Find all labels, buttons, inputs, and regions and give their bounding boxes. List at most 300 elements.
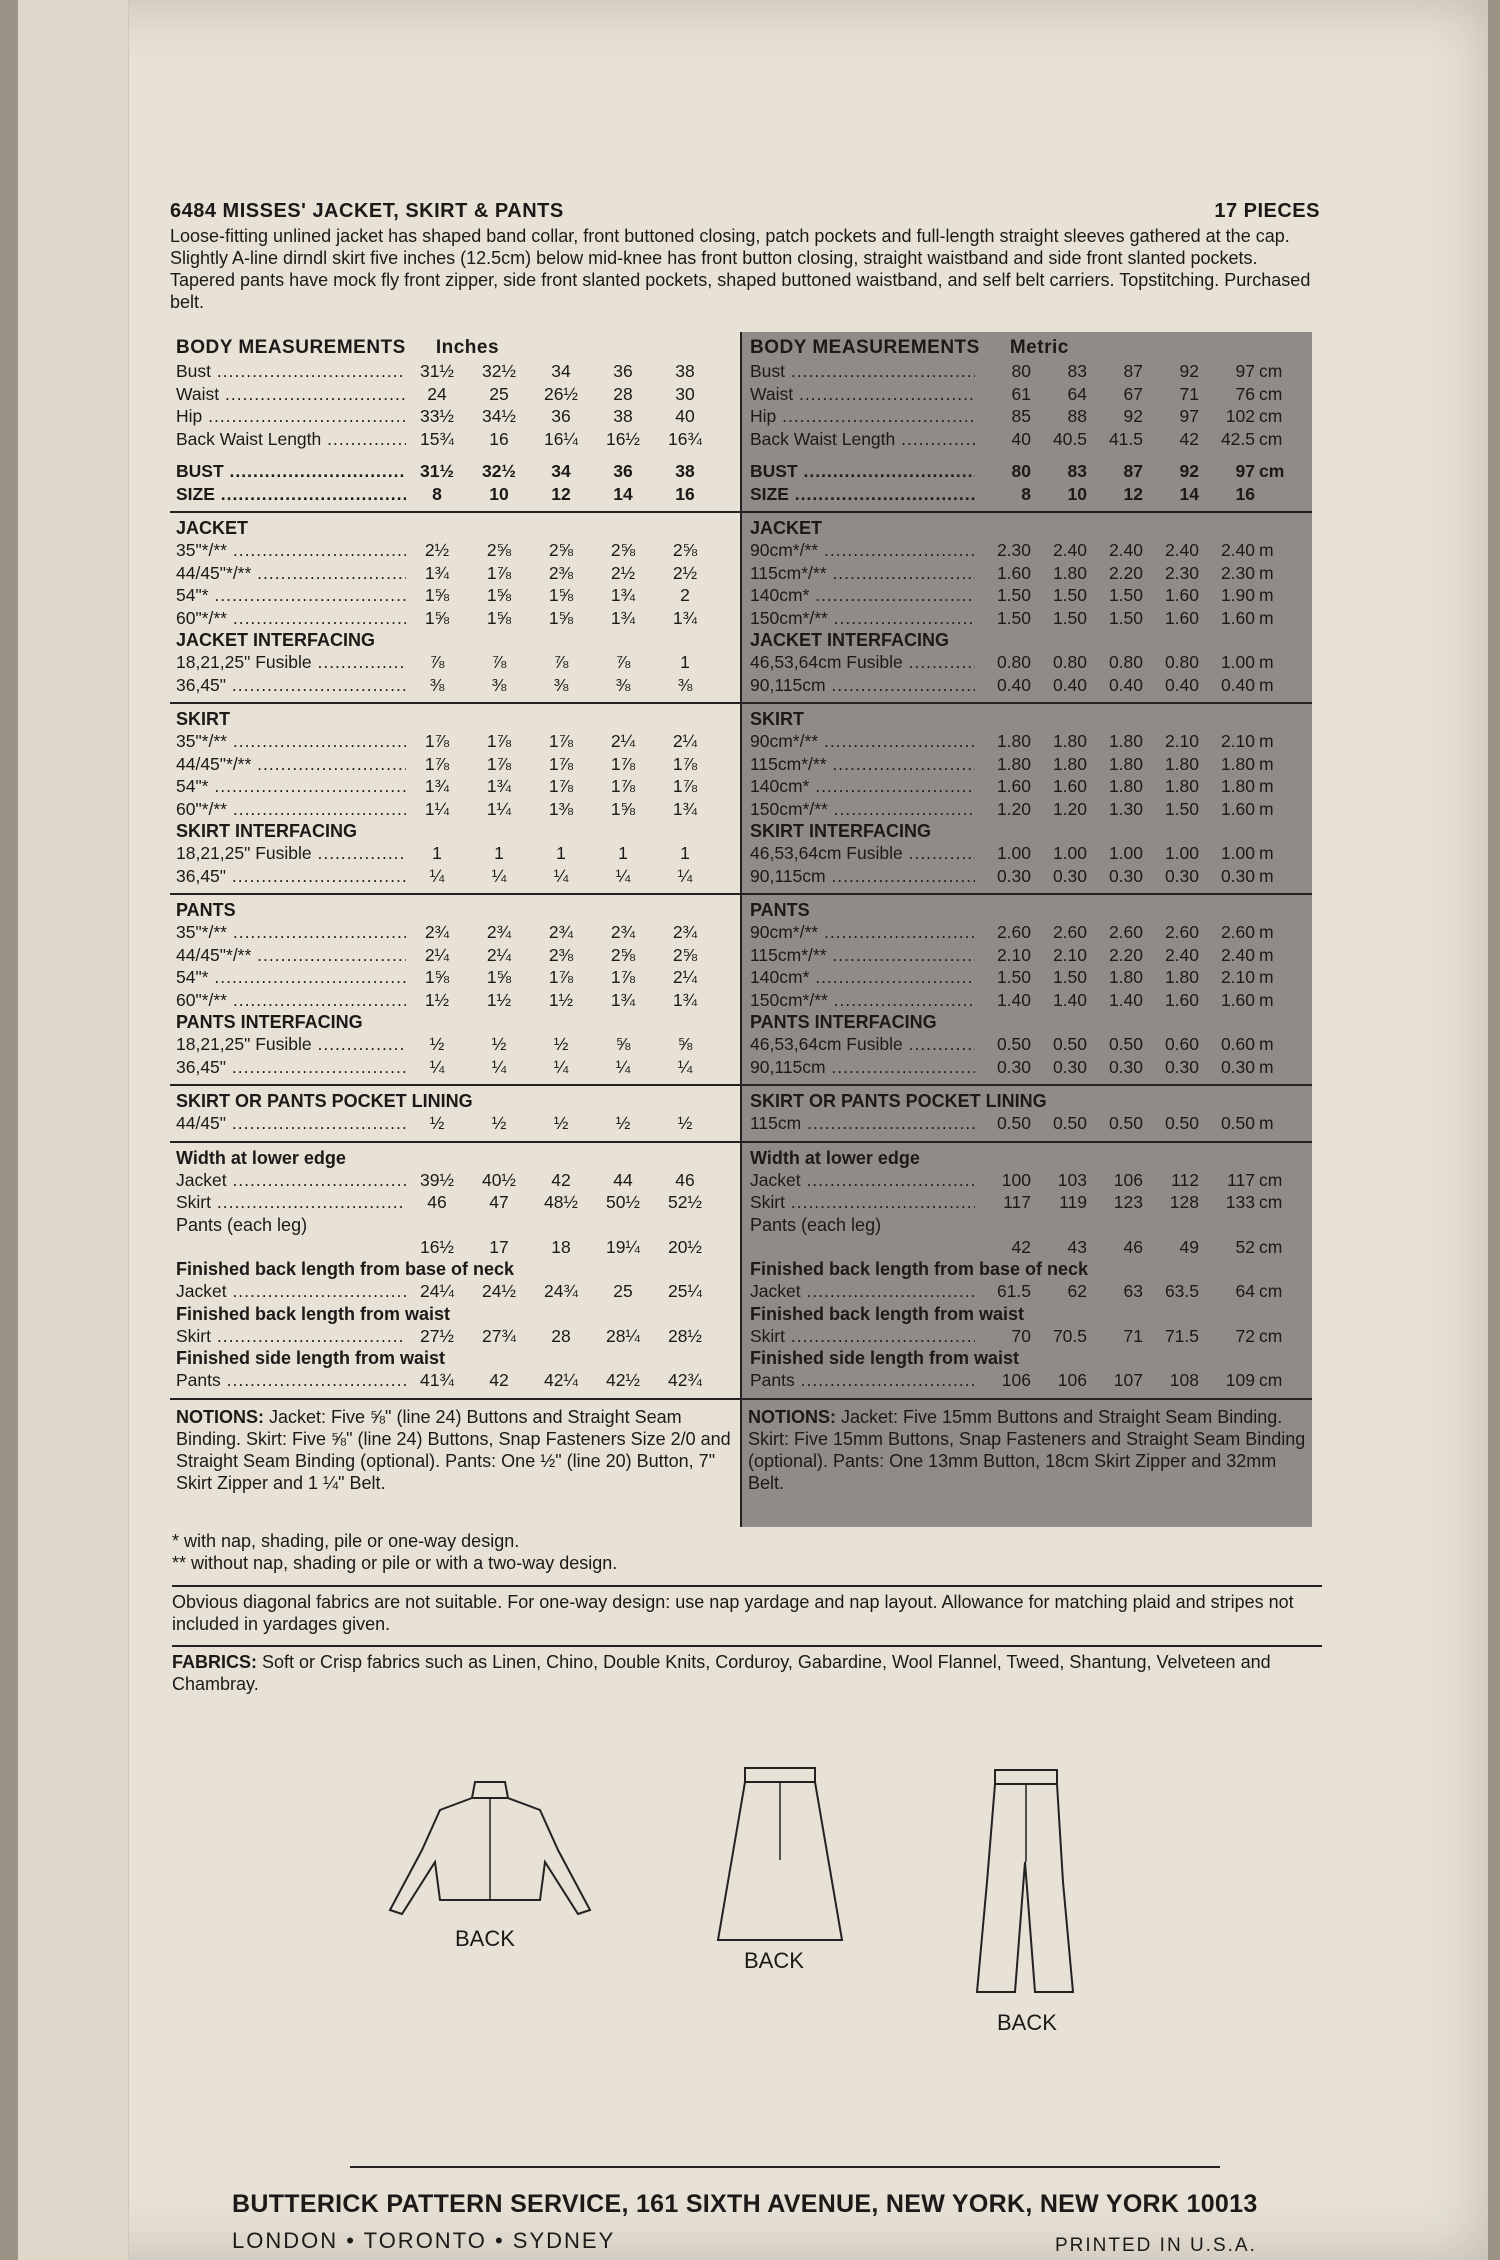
- cell-value: 32½: [481, 461, 517, 481]
- cell-value: 8: [1021, 483, 1031, 504]
- table-row: [176, 383, 734, 406]
- cell-value: 2½: [610, 562, 636, 583]
- cell-value: 0.30: [1052, 1056, 1087, 1077]
- cell-value: ¼: [677, 865, 693, 886]
- table-row: [176, 798, 734, 821]
- cell-value: 49: [1179, 1236, 1199, 1257]
- cell-value: 1⅜: [548, 798, 574, 819]
- cell-value: 1¾: [672, 989, 698, 1010]
- row-label: 60"*/** .....: [176, 798, 406, 821]
- cell-value: 50½: [605, 1192, 641, 1212]
- unit-label: cm: [1259, 383, 1283, 404]
- jacket-back-label: BACK: [455, 1926, 515, 1951]
- cell-value: 0.60: [1220, 1034, 1255, 1054]
- cell-value: 2⅝: [672, 944, 698, 965]
- cell-value: 1⅞: [610, 967, 636, 987]
- row-label: 140cm* .....: [750, 584, 975, 607]
- cell-value: 1.60: [1164, 989, 1199, 1010]
- cell-value: 1.80: [996, 753, 1031, 774]
- cell-value: 0.50: [996, 1034, 1031, 1054]
- cell-value: 1.90: [1220, 585, 1255, 605]
- table-row: [176, 360, 734, 383]
- cell-value: 106: [1001, 1370, 1031, 1390]
- cell-value: 1.50: [1108, 585, 1143, 605]
- cell-value: 1⅞: [486, 562, 512, 583]
- row-label: SIZE .....: [176, 483, 406, 506]
- cell-value: 0.80: [1164, 652, 1199, 672]
- cell-value: ⅜: [677, 674, 693, 695]
- cell-value: 33½: [419, 406, 455, 426]
- cell-value: 1¾: [486, 776, 512, 796]
- cell-value: 1.80: [1220, 776, 1255, 796]
- row-label: 90,115cm .....: [750, 674, 975, 697]
- cell-value: 1: [556, 843, 566, 863]
- row-label: Hip .....: [176, 405, 406, 428]
- row-label: 36,45" .....: [176, 674, 406, 697]
- cell-value: 1.80: [1052, 753, 1087, 774]
- jacket-title: JACKET: [176, 518, 249, 538]
- footnotes: [172, 1530, 1322, 1574]
- cell-value: 85: [1011, 406, 1031, 426]
- row-label: 46,53,64cm Fusible .....: [750, 1033, 975, 1056]
- cell-value: 8: [432, 483, 442, 504]
- cell-value: 123: [1113, 1192, 1143, 1212]
- table-row: [176, 539, 734, 562]
- cell-value: 42¾: [667, 1370, 703, 1390]
- cell-value: 31½: [419, 461, 455, 481]
- cell-value: 1.40: [1108, 989, 1143, 1010]
- table-row: [750, 428, 1306, 451]
- cell-value: 1: [680, 652, 690, 672]
- cell-value: 52½: [667, 1192, 703, 1212]
- cell-value: 1.60: [1052, 776, 1087, 796]
- row-label: 46,53,64cm Fusible .....: [750, 842, 975, 865]
- cell-value: 128: [1169, 1192, 1199, 1212]
- cell-value: 30: [675, 383, 695, 404]
- row-label: Back Waist Length .....: [176, 428, 406, 451]
- cell-value: 0.30: [1220, 1056, 1255, 1077]
- jacket-yardage-section: [742, 513, 1312, 704]
- cell-value: 1¾: [610, 607, 636, 628]
- inches-table: [170, 332, 740, 1527]
- cell-value: 0.50: [1164, 1113, 1199, 1133]
- cell-value: 1.50: [996, 967, 1031, 987]
- unit-label: cm: [1259, 1236, 1283, 1257]
- cell-value: 0.30: [1164, 865, 1199, 886]
- table-row: [750, 562, 1306, 585]
- cell-value: 97: [1179, 406, 1199, 426]
- cell-value: 100: [1001, 1169, 1031, 1190]
- cell-value: 2.60: [1052, 922, 1087, 942]
- table-row: [750, 775, 1306, 798]
- table-row: [176, 674, 734, 697]
- fabrics-text: Soft or Crisp fabrics such as Linen, Chino, Double Knits, Corduroy, Gabardine, Wool Flannel, Tweed, Shantung, Velveteen and Chambray.: [172, 1652, 1271, 1694]
- cell-value: 2¾: [672, 922, 698, 942]
- unit-label: cm: [1259, 1169, 1283, 1190]
- cell-value: 0.60: [1164, 1034, 1199, 1054]
- table-row: [750, 539, 1306, 562]
- cell-value: 16: [675, 483, 695, 504]
- row-label: Jacket .....: [176, 1280, 406, 1303]
- row-label: 150cm*/** .....: [750, 798, 975, 821]
- cell-value: 2.40: [1108, 540, 1143, 560]
- cell-value: 2.30: [1220, 562, 1255, 583]
- table-row: [176, 944, 734, 967]
- row-label: 115cm*/** .....: [750, 944, 975, 967]
- cell-value: 2⅝: [486, 540, 512, 560]
- cell-value: 1.30: [1108, 798, 1143, 819]
- cell-value: 16: [489, 428, 509, 449]
- cell-value: 1.00: [1108, 843, 1143, 863]
- cell-value: 61: [1011, 383, 1031, 404]
- section-heading: [176, 336, 734, 360]
- cell-value: 16½: [419, 1236, 455, 1257]
- table-row: [176, 1169, 734, 1192]
- cell-value: 42: [1179, 428, 1199, 449]
- heading-text: BODY MEASUREMENTS: [176, 337, 406, 358]
- row-label: BUST .....: [750, 460, 975, 483]
- cell-value: 1.50: [996, 607, 1031, 628]
- unit-label: m: [1259, 1113, 1274, 1133]
- table-row: [750, 1191, 1306, 1214]
- cell-value: 17: [489, 1236, 509, 1257]
- cell-value: 25: [489, 383, 509, 404]
- row-label: 115cm .....: [750, 1112, 975, 1135]
- cell-value: 72: [1235, 1325, 1255, 1346]
- cell-value: 1¾: [610, 585, 636, 605]
- table-row: [750, 730, 1306, 753]
- cell-value: 2¼: [424, 944, 450, 965]
- cell-value: 2.20: [1108, 944, 1143, 965]
- cell-value: 40: [1011, 428, 1031, 449]
- cell-value: 46: [427, 1192, 447, 1212]
- row-label: 36,45" .....: [176, 865, 406, 888]
- notions-label: NOTIONS:: [176, 1406, 264, 1427]
- pocket-lining-title: SKIRT OR PANTS POCKET LINING: [750, 1091, 1047, 1111]
- unit-label: cm: [1259, 406, 1283, 426]
- cell-value: 1⅝: [424, 967, 450, 987]
- cell-value: ½: [491, 1034, 507, 1054]
- cell-value: 1⅞: [672, 776, 698, 796]
- cell-value: 71.5: [1164, 1325, 1199, 1346]
- heading-text: BODY MEASUREMENTS: [750, 337, 980, 358]
- fabrics-label: FABRICS:: [172, 1652, 257, 1672]
- cell-value: 0.50: [1052, 1113, 1087, 1133]
- table-row: [750, 1112, 1306, 1135]
- unit-label: m: [1259, 989, 1274, 1010]
- cell-value: 103: [1057, 1169, 1087, 1190]
- table-row: [176, 584, 734, 607]
- cell-value: 0.40: [1220, 674, 1255, 695]
- side_waist-title: Finished side length from waist: [750, 1348, 1020, 1368]
- cell-value: 1⅝: [486, 607, 512, 628]
- unit-label: m: [1259, 776, 1274, 796]
- cell-value: 1.80: [996, 731, 1031, 751]
- cell-value: 64: [1235, 1281, 1255, 1301]
- row-label: 150cm*/** .....: [750, 989, 975, 1012]
- cell-value: 87: [1123, 361, 1143, 381]
- row-label: Bust .....: [750, 360, 975, 383]
- spacer: [176, 450, 734, 460]
- cell-value: 67: [1123, 383, 1143, 404]
- jacket-interfacing-title: JACKET INTERFACING: [176, 630, 376, 650]
- row-label: 44/45"*/** .....: [176, 562, 406, 585]
- row-label: Back Waist Length .....: [750, 428, 975, 451]
- cell-value: 0.80: [996, 652, 1031, 672]
- cell-value: 42½: [605, 1370, 641, 1390]
- cell-value: 32½: [481, 361, 517, 381]
- jacket-title: JACKET: [750, 518, 823, 538]
- row-label: 44/45" .....: [176, 1112, 406, 1135]
- cell-value: 2¼: [486, 944, 512, 965]
- table-row: [176, 1325, 734, 1348]
- unit-label: m: [1259, 674, 1274, 695]
- body-measurements-section: [742, 332, 1312, 513]
- unit-label: cm: [1259, 428, 1283, 449]
- cell-value: 15¾: [419, 428, 455, 449]
- pattern-description: Loose-fitting unlined jacket has shaped band collar, front buttoned closing, patch pockets and full-length straight sleeves gathered at the cap. Slightly A-line dirndl skirt five inches (12.5cm) below mid-knee has front button closing, straight waistband and side front slanted pockets. Tapered pants have mock fly front zipper, side front slanted pockets, shaped buttoned waistband, and self belt carriers. Topstitching. Purchased belt.: [170, 226, 1311, 312]
- cell-value: 97: [1235, 461, 1255, 481]
- table-row: [750, 483, 1306, 506]
- cell-value: 1⅞: [548, 731, 574, 751]
- pants-yardage-section: [170, 895, 740, 1086]
- cell-value: 112: [1171, 1169, 1199, 1190]
- jacket-yardage-section: [170, 513, 740, 704]
- cell-value: 1¼: [424, 798, 450, 819]
- table-row: [176, 989, 734, 1012]
- cell-value: 1⅞: [548, 967, 574, 987]
- skirt-yardage-section: [742, 704, 1312, 895]
- cell-value: 24¾: [543, 1281, 579, 1301]
- pocket-lining-title: SKIRT OR PANTS POCKET LINING: [176, 1091, 473, 1111]
- table-row: [750, 405, 1306, 428]
- cell-value: 1⅞: [610, 776, 636, 796]
- cell-value: 26½: [543, 383, 579, 404]
- cell-value: 48½: [543, 1192, 579, 1212]
- cell-value: 1.50: [1164, 798, 1199, 819]
- cell-value: 41.5: [1108, 428, 1143, 449]
- cell-value: 1.60: [996, 562, 1031, 583]
- table-row: [176, 483, 734, 506]
- cell-value: 64: [1067, 383, 1087, 404]
- row-label: 90cm*/** .....: [750, 921, 975, 944]
- cell-value: 0.50: [1052, 1034, 1087, 1054]
- cell-value: 1.00: [1052, 843, 1087, 863]
- back_neck-title: Finished back length from base of neck: [750, 1259, 1089, 1279]
- cell-value: 1.60: [996, 776, 1031, 796]
- row-label: 90,115cm .....: [750, 1056, 975, 1079]
- cell-value: 1½: [424, 989, 450, 1010]
- cell-value: 42.5: [1220, 428, 1255, 449]
- cell-value: 47: [489, 1192, 509, 1212]
- envelope-flap: [18, 0, 129, 2260]
- unit-label: m: [1259, 865, 1274, 886]
- row-label: 90,115cm .....: [750, 865, 975, 888]
- cell-value: 2.10: [1052, 944, 1087, 965]
- cell-value: 1.80: [1052, 562, 1087, 583]
- table-row: [176, 1369, 734, 1392]
- row-label: Skirt .....: [176, 1191, 406, 1214]
- cell-value: 0.30: [996, 865, 1031, 886]
- cell-value: 31½: [419, 361, 455, 381]
- cell-value: ¼: [677, 1056, 693, 1077]
- cell-value: ¼: [491, 865, 507, 886]
- cell-value: 14: [613, 483, 633, 504]
- row-label: Skirt .....: [176, 1325, 406, 1348]
- cell-value: 27½: [419, 1325, 455, 1346]
- cell-value: 1⅞: [610, 753, 636, 774]
- row-label: 54"* .....: [176, 966, 406, 989]
- cell-value: ½: [553, 1113, 569, 1133]
- pants-title: PANTS: [176, 900, 236, 920]
- row-label: 140cm* .....: [750, 775, 975, 798]
- cell-value: 1⅞: [672, 753, 698, 774]
- pants-interfacing-title: PANTS INTERFACING: [750, 1012, 937, 1032]
- row-label: Bust .....: [176, 360, 406, 383]
- unit-label: cm: [1259, 1370, 1283, 1390]
- cell-value: 2.10: [1164, 731, 1199, 751]
- cell-value: ½: [429, 1113, 445, 1133]
- units-label: Inches: [435, 337, 500, 358]
- table-row: [176, 405, 734, 428]
- cell-value: 2.40: [1220, 540, 1255, 560]
- row-label: Jacket .....: [750, 1280, 975, 1303]
- table-row: [750, 607, 1306, 630]
- cell-value: ¼: [429, 1056, 445, 1077]
- cell-value: 0.50: [1220, 1113, 1255, 1133]
- unit-label: m: [1259, 843, 1274, 863]
- cell-value: 1.20: [996, 798, 1031, 819]
- table-row: [176, 730, 734, 753]
- cell-value: 2¼: [610, 731, 636, 751]
- table-row: [176, 775, 734, 798]
- cell-value: 1⅞: [486, 753, 512, 774]
- unit-label: cm: [1259, 1192, 1283, 1212]
- cell-value: 1.80: [1164, 776, 1199, 796]
- cell-value: 1⅝: [548, 585, 574, 605]
- cell-value: 40: [675, 406, 695, 426]
- finished-measurements-section: [742, 1143, 1312, 1400]
- cell-value: 2⅝: [610, 944, 636, 965]
- cell-value: 1: [494, 843, 504, 863]
- cell-value: 92: [1179, 461, 1199, 481]
- cell-value: 1.00: [1220, 843, 1255, 863]
- cell-value: 1.80: [1108, 776, 1143, 796]
- cell-value: 10: [1067, 483, 1087, 504]
- cell-value: 2¼: [672, 731, 698, 751]
- skirt-interfacing-title: SKIRT INTERFACING: [176, 821, 358, 841]
- back_waist-title: Finished back length from waist: [750, 1303, 1025, 1324]
- cell-value: 92: [1123, 406, 1143, 426]
- cell-value: 1⅞: [486, 731, 512, 751]
- row-label: Skirt .....: [750, 1325, 975, 1348]
- cell-value: 2.30: [1164, 562, 1199, 583]
- cell-value: ¼: [491, 1056, 507, 1077]
- cell-value: 0.50: [1108, 1113, 1143, 1133]
- skirt-interfacing-title: SKIRT INTERFACING: [750, 821, 932, 841]
- cell-value: 119: [1059, 1192, 1087, 1212]
- table-row: [176, 428, 734, 451]
- table-row: [750, 966, 1306, 989]
- cell-value: 28: [613, 383, 633, 404]
- cell-value: 117: [1227, 1169, 1255, 1190]
- pants-back-label: BACK: [997, 2010, 1057, 2035]
- cell-value: 12: [551, 483, 571, 504]
- pocket-lining-section: [170, 1086, 740, 1143]
- cell-value: 12: [1123, 483, 1143, 504]
- diagonal-fabric-note: Obvious diagonal fabrics are not suitable. For one-way design: use nap yardage and nap layout. Allowance for matching plaid and stripes not included in yardages given.: [172, 1585, 1322, 1635]
- cell-value: 1.80: [1164, 967, 1199, 987]
- unit-label: m: [1259, 607, 1274, 628]
- table-row: [176, 921, 734, 944]
- publisher-cities: LONDON • TORONTO • SYDNEY: [232, 2228, 616, 2253]
- table-row: [750, 921, 1306, 944]
- cell-value: 88: [1067, 406, 1087, 426]
- cell-value: 40½: [481, 1169, 517, 1190]
- cell-value: 20½: [667, 1236, 703, 1257]
- cell-value: 2¾: [424, 922, 450, 942]
- units-label: Metric: [1009, 337, 1069, 358]
- cell-value: 1.40: [1052, 989, 1087, 1010]
- cell-value: 43: [1067, 1236, 1087, 1257]
- cell-value: ⅜: [429, 674, 445, 695]
- cell-value: 1.20: [1052, 798, 1087, 819]
- cell-value: 2.20: [1108, 562, 1143, 583]
- width-title: Width at lower edge: [176, 1147, 346, 1168]
- unit-label: m: [1259, 798, 1274, 819]
- table-row: [750, 753, 1306, 776]
- pants-leg-label: Pants (each leg): [176, 1214, 308, 1235]
- unit-label: m: [1259, 731, 1274, 751]
- cell-value: 2⅜: [548, 944, 574, 965]
- cell-value: 92: [1179, 361, 1199, 381]
- cell-value: 14: [1179, 483, 1199, 504]
- unit-label: m: [1259, 652, 1274, 672]
- cell-value: 108: [1169, 1370, 1199, 1390]
- cell-value: 97: [1235, 361, 1255, 381]
- cell-value: 0.30: [1108, 865, 1143, 886]
- table-row: [750, 1369, 1306, 1392]
- cell-value: 27¾: [481, 1325, 517, 1346]
- skirt-title: SKIRT: [176, 709, 230, 729]
- row-label: 54"* .....: [176, 775, 406, 798]
- footnote-nap: * with nap, shading, pile or one-way design.: [172, 1531, 520, 1551]
- cell-value: 1⅝: [610, 798, 636, 819]
- cell-value: 10: [489, 483, 509, 504]
- back_waist-title: Finished back length from waist: [176, 1303, 451, 1324]
- metric-table: [740, 332, 1312, 1527]
- unit-label: m: [1259, 540, 1274, 560]
- cell-value: 2.40: [1164, 944, 1199, 965]
- cell-value: 1.00: [1164, 843, 1199, 863]
- table-row: [176, 651, 734, 674]
- row-label: Hip .....: [750, 405, 975, 428]
- cell-value: 80: [1011, 361, 1031, 381]
- unit-label: cm: [1259, 361, 1283, 381]
- table-row: [176, 966, 734, 989]
- cell-value: 102: [1225, 406, 1255, 426]
- row-label: 18,21,25" Fusible .....: [176, 651, 406, 674]
- cell-value: ¼: [553, 1056, 569, 1077]
- cell-value: 2¾: [486, 922, 512, 942]
- cell-value: 107: [1113, 1370, 1143, 1390]
- row-label: Pants .....: [176, 1369, 406, 1392]
- cell-value: 2½: [672, 562, 698, 583]
- pants-back-sketch-icon: [965, 1762, 1085, 2002]
- cell-value: 1.80: [1220, 753, 1255, 774]
- row-label: 18,21,25" Fusible .....: [176, 1033, 406, 1056]
- cell-value: 0.30: [1108, 1056, 1143, 1077]
